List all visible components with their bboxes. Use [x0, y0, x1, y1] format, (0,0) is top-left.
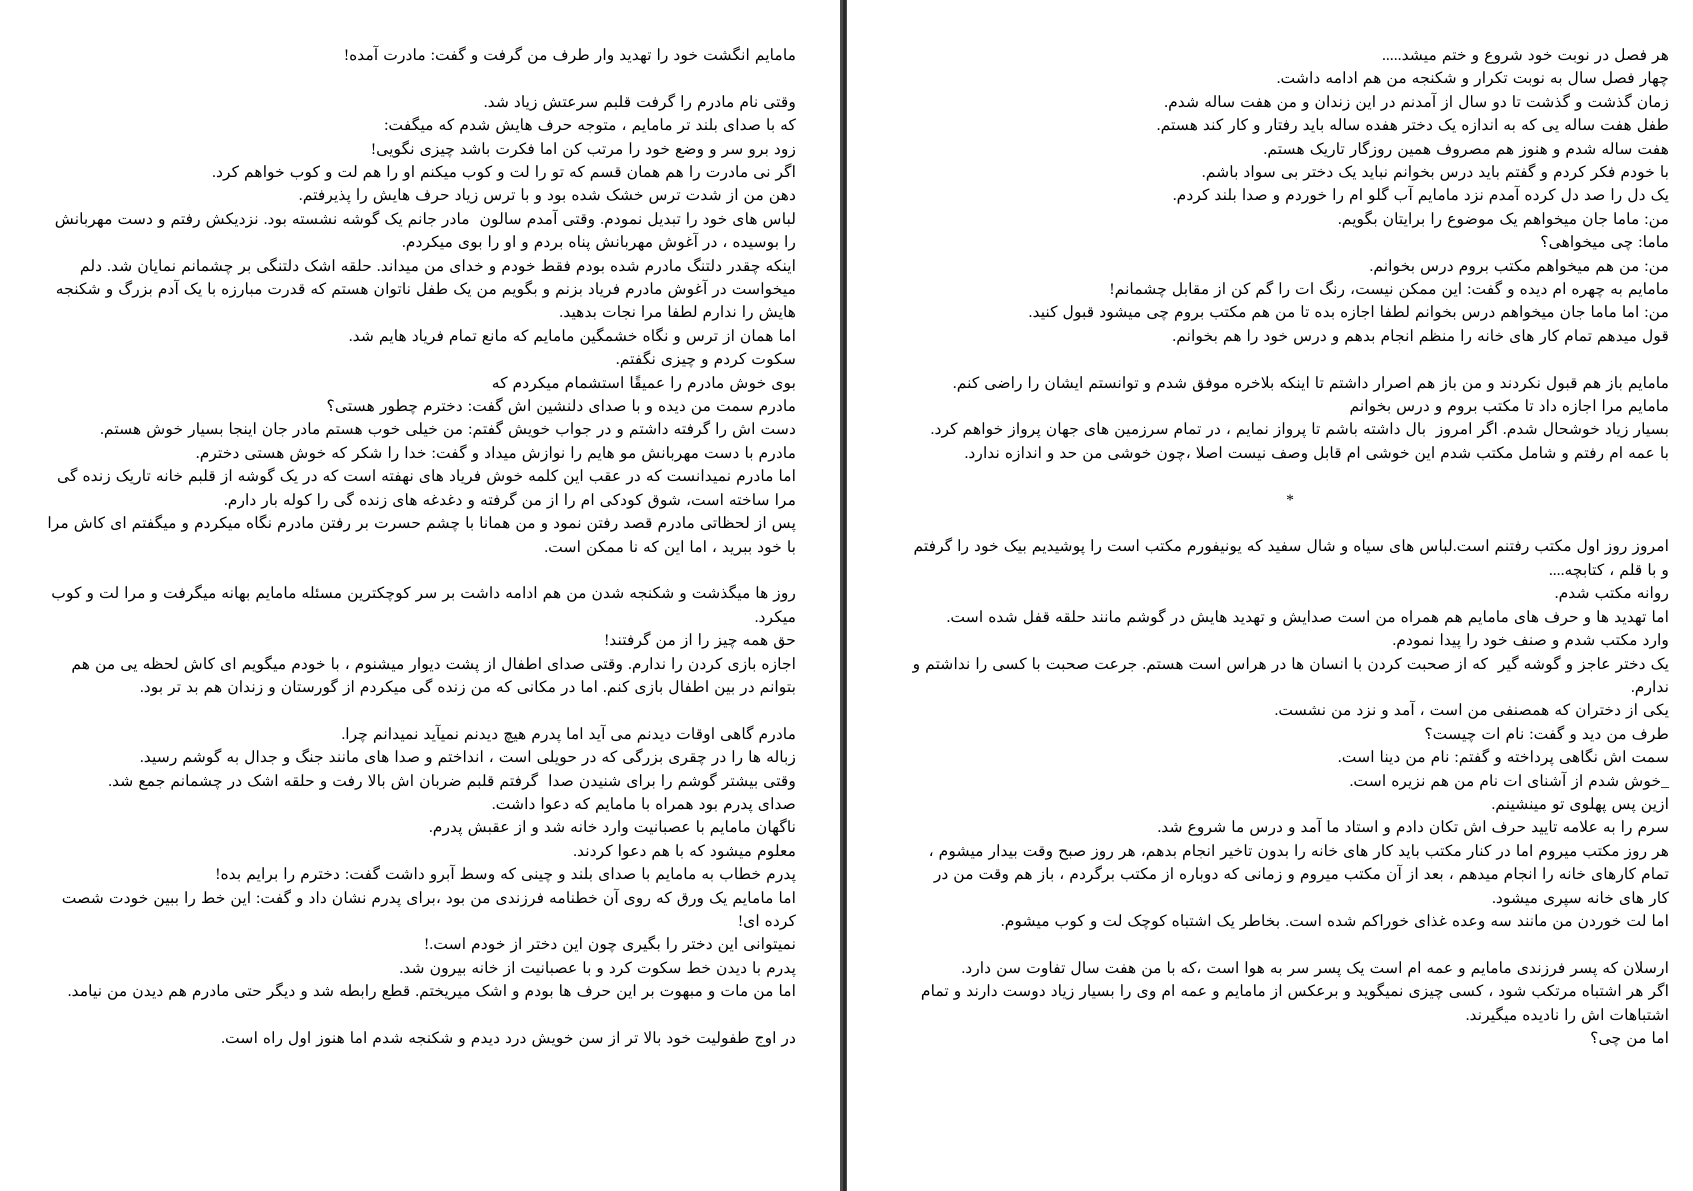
paragraph-gap — [46, 67, 796, 90]
text-line: لباس های خود را تبدیل نمودم. وقتی آمدم سالون مادر جانم یک گوشه نشسته بود. نزدیکش رفتم و دست مهربانش را بوسیده ، در آغوش مهربانش پناه بردم و او را بوی میکردم. — [49, 210, 796, 252]
text-line: روز ها میگذشت و شکنجه شدن من هم ادامه داشت بر سر کوچکترین مسئله مامایم بهانه میگرفت و مرا لت و کوب میکرد. — [46, 585, 796, 626]
text-line: اما مامایم یک ورق که روی آن خطنامه فرزندی من بود ،برای پدرم نشان داد و گفت: این خط را ببین خودت شصت کرده ای! — [56, 889, 796, 930]
right-page-text — [907, 44, 1669, 1050]
text-line: قول میدهم تمام کار های خانه را منظم انجام بدهم و درس خود را هم بخوانم. — [1172, 327, 1669, 345]
text-line: زباله ها را در چقری بزرگی که در حویلی است ، انداختم و صدا های مانند جنگ و جدال به گوشم رسید. — [139, 749, 796, 767]
text-line: معلوم میشود که با هم دعوا کردند. — [573, 842, 796, 860]
text-line: _خوش شدم از آشنای ات نام من هم نزیره است. — [1349, 772, 1669, 790]
text-line: با عمه ام رفتم و شامل مکتب شدم این خوشی ام قابل وصف نیست اصلا ،چون خوشی من حد و اندازه ندارد. — [964, 444, 1669, 462]
text-line: یک دختر عاجز و گوشه گیر که از صحبت کردن با انسان ها در هراس است هستم. جرعت صحبت با کسی را نداشتم و ندارم. — [907, 655, 1669, 696]
text-line: نمیتوانی این دختر را بگیری چون این دختر از خودم است.! — [424, 936, 796, 954]
text-line: اما مادرم نمیدانست که در عقب این کلمه خوش فریاد های نهفته است که در یک گوشه از قلبم خانه تاریک زنده گی مرا ساخته است، شوق کودکی ام را از من گرفته و دغدغه های زنده گی را کوله بار دارم. — [52, 468, 796, 509]
text-line: مادرم با دست مهربانش مو هایم را نوازش میداد و گفت: خدا را شکر که خوش هستی دخترم. — [195, 444, 796, 462]
text-line: یکی از دختران که همصنفی من است ، آمد و نزد من نشست. — [1274, 702, 1669, 720]
text-line: وقتی بیشتر گوشم را برای شنیدن صدا گرفتم قلبم ضربان اش بالا رفت و حلقه اشک در چشمانم جمع شد. — [108, 772, 796, 790]
text-line: اگر هر اشتباه مرتکب شود ، کسی چیزی نمیگوید و برعکس از مامایم و عمه ام وی را بسیار زیاد دوست دارند و تمام اشتباهات اش را نادیده میگیرند. — [915, 983, 1669, 1024]
text-line: اگر نی مادرت را هم همان قسم که تو را لت و کوب میکنم او را هم لت و کوب خواهم کرد. — [212, 164, 796, 182]
text-line: طرف من دید و گفت: نام ات چیست؟ — [1424, 725, 1669, 743]
text-line: اما لت خوردن من مانند سه وعده غذای خوراکم شده است. بخاطر یک اشتباه کوچک لت و کوب میشوم. — [1000, 912, 1669, 930]
text-line: مامایم باز هم قبول نکردند و من باز هم اصرار داشتم تا اینکه بلاخره موفق شدم و توانستم ایشان را راضی کنم. — [952, 374, 1669, 392]
text-line: طفل هفت ساله یی که به اندازه یک دختر هفده ساله باید رفتار و کار کند هستم. — [1156, 117, 1669, 135]
text-line: پدرم با دیدن خط سکوت کرد و با عصبانیت از خانه بیرون شد. — [399, 959, 796, 977]
text-line: وقتی نام مادرم را گرفت قلبم سرعتش زیاد شد. — [483, 93, 796, 111]
text-line: اما من مات و مبهوت بر این حرف ها بودم و اشک میریختم. قطع رابطه شد و دیگر حتی مادرم هم دیدن من نیامد. — [67, 983, 796, 1001]
text-line: روانه مکتب شدم. — [1554, 585, 1669, 603]
text-line: هفت ساله شدم و هنوز هم مصروف همین روزگار تاریک هستم. — [1263, 140, 1669, 158]
text-line: ارسلان که پسر فرزندی مامایم و عمه ام است یک پسر سر به هوا است ،که با من هفت سال تفاوت سن دارد. — [961, 959, 1669, 977]
text-line: من: ماما جان میخواهم یک موضوع را برایتان بگویم. — [1337, 210, 1669, 228]
paragraph-gap — [911, 512, 1669, 535]
text-line: سمت اش نگاهی پرداخته و گفتم: نام من دینا است. — [1337, 749, 1669, 767]
text-line: با خودم فکر کردم و گفتم باید درس بخوانم نباید یک دختر بی سواد باشم. — [1201, 164, 1669, 182]
text-line: چهار فصل سال به نوبت تکرار و شکنجه من هم ادامه داشت. — [1276, 70, 1669, 88]
text-line: من: من هم میخواهم مکتب بروم درس بخوانم. — [1369, 257, 1669, 275]
text-line: اینکه چقدر دلتنگ مادرم شده بودم فقط خودم و خدای من میداند. حلقه اشک دلتنگی بر چشمانم نمایان شد. دلم میخواست در آغوش مادرم فریاد بزنم و بگویم من یک طفل ناتوان هستم که قدرت مبارزه با یک آدم بزرگ و شکنجه هایش را ندارم لطفا مرا نجات بدهید. — [50, 257, 796, 322]
text-line: دهن من از شدت ترس خشک شده بود و با ترس زیاد حرف هایش را پذیرفتم. — [298, 187, 796, 205]
paragraph-gap — [46, 559, 796, 582]
left-page — [0, 0, 846, 1191]
text-line: بوی خوش مادرم را عمیقًا استشمام میکردم که — [491, 374, 796, 392]
text-line: اما تهدید ها و حرف های مامایم هم همراه من است صدایش و تهدید هایش در گوشم مانند حلقه قفل شده است. — [946, 608, 1669, 626]
right-page — [847, 0, 1693, 1191]
paragraph-gap — [46, 1004, 796, 1027]
text-line: مامایم مرا اجازه داد تا مکتب بروم و درس بخوانم — [1349, 398, 1669, 416]
text-line: سرم را به علامه تایید حرف اش تکان دادم و استاد ما آمد و درس ما شروع شد. — [1157, 819, 1669, 837]
text-line: صدای پدرم بود همراه با مامایم که دعوا داشت. — [491, 795, 796, 813]
text-line: مادرم گاهی اوقات دیدنم می آید اما پدرم هیچ دیدنم نمیآید نمیدانم چرا. — [341, 725, 796, 743]
text-line: زود برو سر و وضع خود را مرتب کن اما فکرت باشد چیزی نگویی! — [370, 140, 796, 158]
text-line: که با صدای بلند تر مامایم ، متوجه حرف هایش شدم که میگفت: — [384, 117, 796, 135]
text-line: یک دل را صد دل کرده آمدم نزد مامایم آب گلو ام را خوردم و صدا بلند کردم. — [1172, 187, 1669, 205]
text-line: مادرم سمت من دیده و با صدای دلنشین اش گفت: دخترم چطور هستی؟ — [326, 398, 796, 416]
paragraph-gap — [911, 465, 1669, 488]
text-line: زمان گذشت و گذشت تا دو سال از آمدنم در این زندان و من هفت ساله شدم. — [1164, 93, 1669, 111]
text-line: سکوت کردم و چیزی نگفتم. — [615, 351, 796, 369]
paragraph-gap — [46, 699, 796, 722]
text-line: مامایم انگشت خود را تهدید وار طرف من گرفت و گفت: مادرت آمده! — [343, 47, 796, 64]
section-separator: * — [1286, 491, 1294, 509]
text-line: پدرم خطاب به مامایم با صدای بلند و چینی که وسط آبرو داشت گفت: دخترم را برایم بده! — [215, 866, 796, 884]
text-line: اما همان از ترس و نگاه خشمگین مامایم که مانع تمام فریاد هایم شد. — [348, 327, 796, 345]
text-line: وارد مکتب شدم و صنف خود را پیدا نمودم. — [1392, 632, 1669, 650]
text-line: ماما: چی میخواهی؟ — [1540, 234, 1669, 252]
paragraph-gap — [911, 348, 1669, 371]
text-line: در اوج طفولیت خود بالا تر از سن خویش درد دیدم و شکنجه شدم اما هنوز اول راه است. — [221, 1030, 796, 1047]
text-line: بسیار زیاد خوشحال شدم. اگر امروز بال داشته باشم تا پرواز نمایم ، در تمام سرزمین های جهان پرواز خواهم کرد. — [930, 421, 1669, 439]
text-line: ناگهان مامایم با عصبانیت وارد خانه شد و از عقبش پدرم. — [428, 819, 796, 837]
text-line: ازین پس پهلوی تو مینشینم. — [1491, 795, 1669, 813]
text-line: امروز روز اول مکتب رفتنم است.لباس های سیاه و شال سفید که یونیفورم مکتب است را پوشیدیم بیک خود را گرفتم و با قلم ، کتابچه.... — [908, 538, 1669, 579]
left-page-text — [42, 44, 796, 1050]
text-line: هر فصل در نوبت خود شروع و ختم میشد..... — [1381, 47, 1669, 64]
page-divider-shadow — [843, 0, 846, 1191]
text-line: دست اش را گرفته داشتم و در جواب خویش گفتم: من خیلی خوب هستم مادر جان اینجا بسیار خوش هستم. — [99, 421, 796, 439]
paragraph-gap — [911, 933, 1669, 956]
text-line: اما من چی؟ — [1590, 1030, 1669, 1047]
text-line: حق همه چیز را از من گرفتند! — [604, 632, 796, 650]
text-line: اجازه بازی کردن را ندارم. وقتی صدای اطفال از پشت دیوار میشنوم ، با خودم میگویم ای کاش لحظه یی من هم بتوانم در بین اطفال بازی کنم. اما در مکانی که من زنده گی میکردم از گورستان و زندان هم بد تر بود. — [66, 655, 796, 696]
text-line: من: اما ماما جان میخواهم درس بخوانم لطفا اجازه بده تا من هم مکتب بروم چی میشود قبول کنید. — [1028, 304, 1669, 322]
text-line: پس از لحظاتی مادرم قصد رفتن نمود و من همانا با چشم حسرت بر رفتن مادرم نگاه میکردم و میگفتم ای کاش مرا با خود ببرید ، اما این که نا ممکن است. — [42, 515, 796, 556]
text-line: مامایم به چهره ام دیده و گفت: این ممکن نیست، رنگ ات را گم کن از مقابل چشمانم! — [1109, 281, 1669, 299]
text-line: هر روز مکتب میروم اما در کنار مکتب باید کار های خانه را بدون تاخیر انجام بدهم، هر روز صبح وقت بیدار میشوم ، تمام کارهای خانه را انجام میدهم ، بعد از آن مکتب میروم و زمانی که دوباره از مکتب برگردم ، باز هم وقت من در کار های خانه سپری میشود. — [923, 842, 1669, 907]
